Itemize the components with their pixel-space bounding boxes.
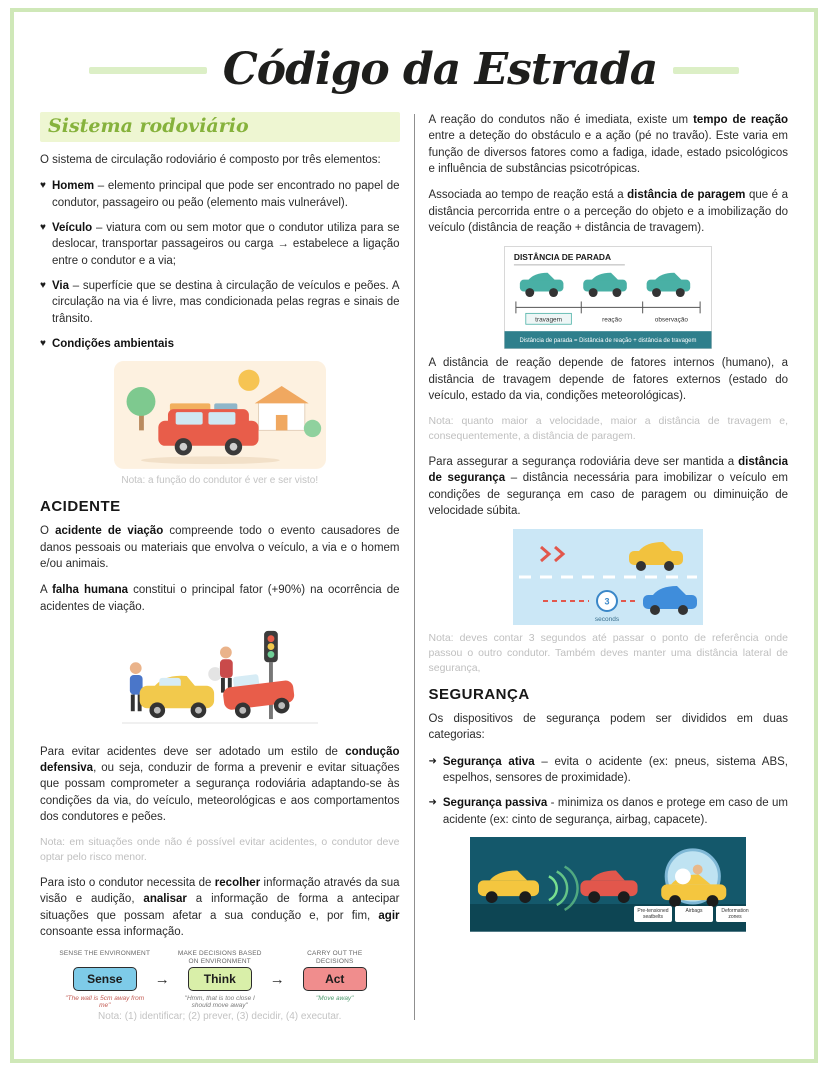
section-heading-sistema-rodoviario: Sistema rodoviário <box>40 112 400 142</box>
family-trip-svg <box>114 361 326 469</box>
content-columns <box>14 112 814 1034</box>
stopping-distance-figure <box>429 246 789 349</box>
title-decor-line-left <box>89 67 207 74</box>
note-velocidade: Nota: quanto maior a velocidade, maior a distância de travagem e, consequentemente, a distância de paragem. <box>428 415 788 443</box>
list-item-via <box>40 278 400 327</box>
crash-figure-labels <box>634 906 754 922</box>
image-caption: Nota: (1) identificar; (2) prever, (3) decidir, (4) executar. <box>98 1011 342 1023</box>
arrow-right-icon: ➜ <box>428 797 437 809</box>
paragraph-distancia-seguranca: Para assegurar a segurança rodoviária deve ser mantida a distância de segurança – distância necessária para imobilizar o veículo em condições de segurança em caso de paragem ou diminuição de velocidade súbita. <box>428 456 788 518</box>
paragraph-falha-humana: A falha humana constitui o principal fator (+90%) na ocorrência de acidentes de viação. <box>40 584 400 613</box>
list-item-text: Condições ambientais <box>51 337 174 350</box>
paragraph-tempo-reacao: A reação do condutos não é imediata, existe um tempo de reação entre a deteção do obstáculo e a ação (pé no travão). Este varia em função de diversos fatores como a fadiga, idade, estado psicológicos e influência de substâncias psicotrópicas. <box>428 114 788 175</box>
note-risco-menor: Nota: em situações onde não é possível evitar acidentes, o condutor deve optar pelo risco menor. <box>40 836 400 864</box>
diagram-step-act <box>289 950 381 1002</box>
following-distance-svg <box>513 529 703 625</box>
sun-icon <box>238 370 259 391</box>
diagram-step-sense <box>59 950 151 1009</box>
segment-label: travagem <box>535 316 563 324</box>
list-item-text: Via – superfície que se destina à circulação de veículos e peões. A circulação na via é livre, mas condicionada pelas regras e sinais de trânsito. <box>51 279 400 325</box>
car-icon <box>221 670 296 720</box>
image-caption: Nota: a função do condutor é ver e ser visto! <box>121 475 319 487</box>
think-box: Think <box>188 967 252 991</box>
family-trip-illustration <box>40 361 400 469</box>
act-box: Act <box>303 967 367 991</box>
figure-formula: Distância de parada = Distância de reação + distância de travagem <box>519 338 697 345</box>
list-item-text: Segurança ativa – evita o acidente (ex: pneus, sistema ABS, espelhos, sensores de proximidade). <box>442 755 789 785</box>
paragraph-sistema-intro: O sistema de circulação rodoviário é composto por três elementos: <box>40 154 381 166</box>
diagram-step-think <box>174 950 266 1009</box>
stopping-distance-svg <box>504 246 712 349</box>
diagram-step-header: MAKE DECISIONS BASED ON ENVIRONMENT <box>177 950 262 966</box>
heart-icon: ♥ <box>40 279 46 291</box>
segment-label: observação <box>655 316 689 324</box>
crash-label: Pre-tensioned seatbelts <box>634 906 672 922</box>
note-3-segundos: Nota: deves contar 3 segundos até passar o ponto de referência onde passou o outro condutor. Também deves manter uma distância lateral de segurança, <box>428 632 788 675</box>
following-distance-figure <box>429 529 789 625</box>
list-item-seguranca-passiva <box>429 795 789 828</box>
airbag-icon <box>675 869 691 885</box>
column-divider <box>414 114 415 1020</box>
section-heading-seguranca: SEGURANÇA <box>428 686 530 704</box>
arrow-right-icon: ➜ <box>428 755 437 767</box>
crash-test-figure <box>429 837 789 932</box>
sense-think-act-diagram <box>40 950 400 1009</box>
arrow-right-icon: → <box>269 971 285 989</box>
diagram-step-quote: "Hmm, that is too close I should move away" <box>184 995 255 1010</box>
arrow-right-icon: → <box>154 971 170 989</box>
heart-icon: ♥ <box>40 180 46 192</box>
crash-label: Airbags <box>675 906 713 922</box>
left-column <box>40 112 400 1034</box>
paragraph-seguranca-intro: Os dispositivos de segurança podem ser divididos em duas categorias: <box>428 713 788 742</box>
list-item-seguranca-ativa <box>429 754 789 787</box>
seconds-badge-number: 3 <box>604 596 610 607</box>
accident-illustration <box>40 625 400 738</box>
list-item-text: Veículo – viatura com ou sem motor que o condutor utiliza para se deslocar, transportar passageiros ou carga → estabelece a ligação entre o condutor e a via; <box>51 221 400 267</box>
list-item-condicoes-ambientais <box>40 336 400 352</box>
list-item-text: Homem – elemento principal que pode ser encontrado no papel de condutor, passageiro ou peão (elemento mais vulnerável). <box>51 180 400 209</box>
diagram-step-quote: "Move away" <box>316 995 354 1003</box>
title-decor-line-right <box>673 67 739 74</box>
heart-icon: ♥ <box>40 337 46 349</box>
paragraph-recolher-analisar-agir: Para isto o condutor necessita de recolher informação através da sua visão e audição, analisar a informação de forma a antecipar situações que possam afetar a sua condução e, por fim, agir consoante essa informação. <box>40 876 400 938</box>
diagram-step-header: SENSE THE ENVIRONMENT <box>59 950 151 958</box>
sense-box: Sense <box>73 967 137 991</box>
diagram-step-quote: "The wall is 5cm away from me" <box>65 995 145 1010</box>
paragraph-distancia-paragem: Associada ao tempo de reação está a distância de paragem que é a distância percorrida entre o a perceção do objeto e a imobilização do veículo (distância de reação + distância de travagem). <box>428 189 788 234</box>
page-border-frame <box>10 8 818 1063</box>
list-item-veiculo <box>40 220 400 269</box>
heart-icon: ♥ <box>40 221 46 233</box>
paragraph-fatores-internos-externos: A distância de reação depende de fatores internos (humano), a distância de travagem depende de fatores externos (estado do veículo, estado da via, condições meteorológicas). <box>428 357 788 402</box>
accident-svg <box>122 625 318 738</box>
list-item-text: Segurança passiva - minimiza os danos e protege em caso de um acidente (ex: cinto de segurança, airbag, capacete). <box>442 797 788 826</box>
car-icon <box>139 676 213 718</box>
figure-title: DISTÂNCIA DE PARADA <box>514 252 612 263</box>
segment-label: reação <box>602 316 623 324</box>
paragraph-acidente-definicao: O acidente de viação compreende todo o evento causadores de danos pessoais ou materiais que envolva o veículo, a via e o homem e/ou animais. <box>40 525 400 570</box>
right-column <box>429 112 789 1034</box>
seconds-badge-label: seconds <box>595 616 620 624</box>
page-title: Código da Estrada <box>222 44 658 95</box>
person-icon <box>220 646 233 692</box>
diagram-step-header: CARRY OUT THE DECISIONS <box>307 950 363 966</box>
page-header <box>14 44 814 95</box>
crash-label: Deformation zones <box>716 906 754 922</box>
paragraph-conducao-defensiva: Para evitar acidentes deve ser adotado um estilo de condução defensiva, ou seja, conduzir de forma a prevenir e evitar situações que possam comprometer a segurança rodoviária adaptando-se às condições da via, do veículo, meteorológicas e aos comportamentos dos condutores e peões. <box>40 745 400 823</box>
list-item-homem <box>40 178 400 211</box>
section-heading-acidente: ACIDENTE <box>40 498 121 516</box>
crash-dummy-icon <box>693 865 703 875</box>
